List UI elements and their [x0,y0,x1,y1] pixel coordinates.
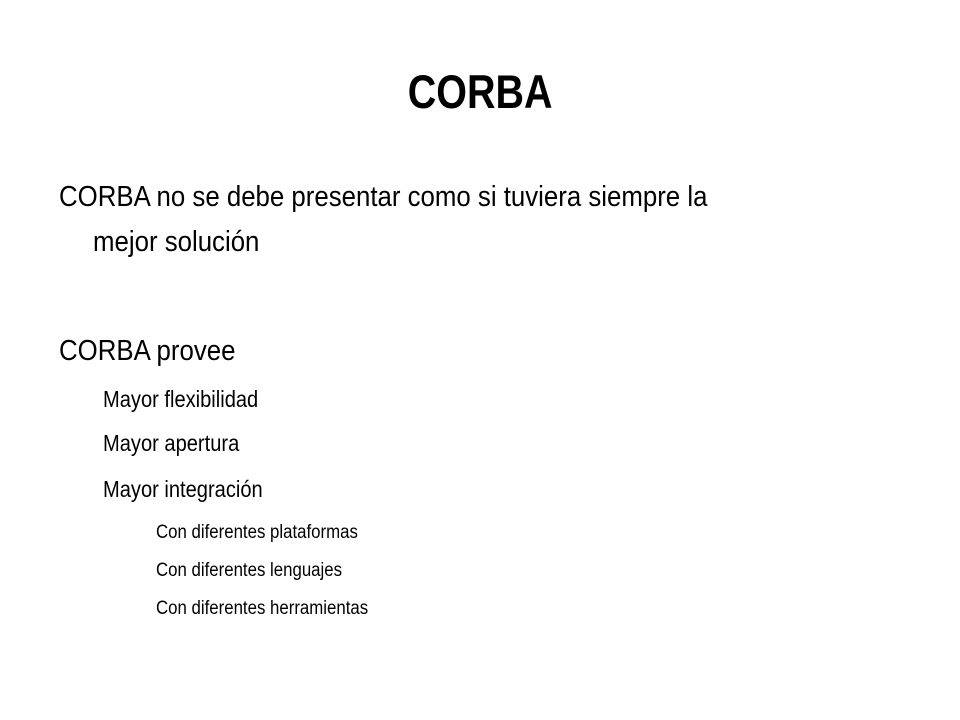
list-item: Mayor flexibilidad [103,386,259,412]
slide-title-text: CORBA [407,65,553,118]
sub-list-item: Con diferentes lenguajes [156,560,343,581]
paragraph-line-continuation: mejor solución [93,226,260,258]
sub-list-item: Con diferentes plataformas [156,522,358,543]
list-item: Mayor apertura [103,430,240,456]
slide-title [0,62,960,122]
list-item: Mayor integración [103,476,263,502]
list-heading: CORBA provee [59,335,236,367]
sub-list-item: Con diferentes herramientas [156,598,369,619]
paragraph-line: CORBA no se debe presentar como si tuviera siempre la [59,181,708,213]
